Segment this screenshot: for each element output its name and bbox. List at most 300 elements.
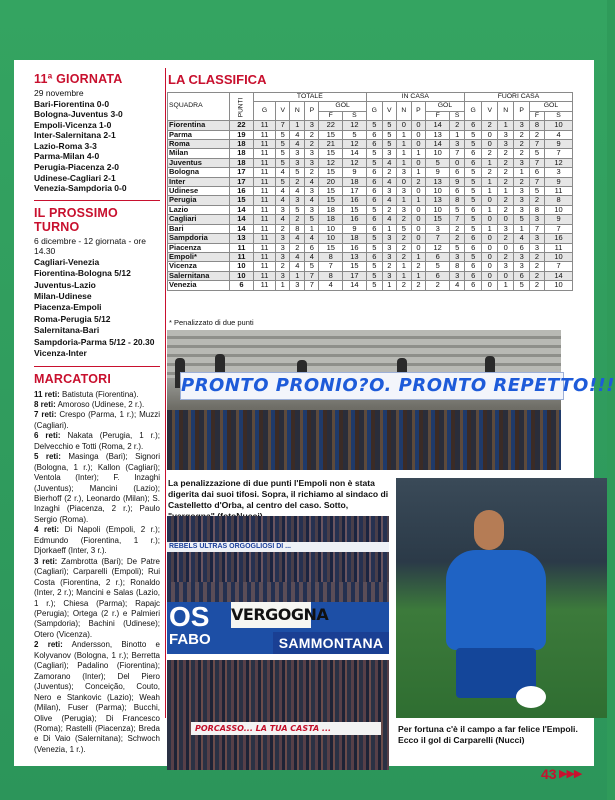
- table-cell: 9: [425, 168, 449, 177]
- table-cell: 3: [290, 158, 305, 167]
- table-cell: 17: [343, 271, 367, 280]
- table-cell: 11: [545, 187, 573, 196]
- table-row: [168, 121, 573, 130]
- table-cell: 4: [305, 177, 319, 186]
- header-f: F: [529, 111, 544, 120]
- table-cell: 3: [497, 140, 513, 149]
- team-name: Sampdoria: [168, 234, 230, 243]
- table-cell: 0: [411, 121, 425, 130]
- table-cell: 6: [464, 205, 482, 214]
- table-cell: 5: [464, 187, 482, 196]
- table-cell: 3: [276, 271, 290, 280]
- big-letters-banner: [167, 602, 231, 654]
- table-cell: 3: [382, 234, 396, 243]
- table-cell: 15: [343, 262, 367, 271]
- table-cell: 1: [290, 271, 305, 280]
- table-cell: 5: [514, 281, 529, 290]
- table-row: [168, 140, 573, 149]
- table-cell: 7: [529, 177, 544, 186]
- team-name: Salernitana: [168, 271, 230, 280]
- table-cell: 13: [425, 130, 449, 139]
- result-item: Empoli-Vicenza 1-0: [34, 119, 112, 130]
- table-cell: 4: [382, 196, 396, 205]
- arrows-icon: ▶▶▶: [559, 768, 582, 780]
- team-name: Lazio: [168, 205, 230, 214]
- table-cell: 3: [529, 243, 544, 252]
- table-cell: 5: [529, 149, 544, 158]
- table-cell: 18: [343, 234, 367, 243]
- table-cell: 3: [514, 252, 529, 261]
- result-item: Udinese-Cagliari 2-1: [34, 172, 116, 183]
- table-cell: 1: [497, 187, 513, 196]
- table-cell: 2: [497, 149, 513, 158]
- table-cell: 13: [425, 177, 449, 186]
- table-cell: 9: [343, 224, 367, 233]
- table-cell: 4: [305, 196, 319, 205]
- table-cell: 2: [425, 281, 449, 290]
- table-cell: 16: [545, 234, 573, 243]
- result-item: Bari-Fiorentina 0-0: [34, 98, 110, 109]
- table-cell: 11: [253, 234, 275, 243]
- table-cell: 5: [276, 149, 290, 158]
- table-cell: 2: [450, 121, 465, 130]
- team-points: 16: [230, 187, 254, 196]
- table-cell: 11: [253, 187, 275, 196]
- table-cell: 15: [425, 215, 449, 224]
- table-cell: 6: [464, 281, 482, 290]
- result-item: Perugia-Piacenza 2-0: [34, 162, 120, 173]
- table-cell: 5: [366, 262, 382, 271]
- table-cell: 3: [290, 196, 305, 205]
- table-cell: 0: [482, 234, 497, 243]
- table-cell: 1: [411, 252, 425, 261]
- table-cell: 3: [514, 158, 529, 167]
- table-cell: 5: [276, 130, 290, 139]
- scorer-goals: 2 reti:: [34, 640, 63, 650]
- marcatori-title: MARCATORI: [34, 371, 112, 386]
- table-row: [168, 215, 573, 224]
- table-cell: 4: [290, 130, 305, 139]
- header-punti: PUNTI: [230, 93, 254, 121]
- table-cell: 1: [382, 281, 396, 290]
- table-row: [168, 262, 573, 271]
- table-cell: 5: [382, 121, 396, 130]
- header-v: V: [276, 102, 290, 121]
- team-points: 14: [230, 224, 254, 233]
- scorer-names: Masinga (Bari); Signori (Bologna, 1 r.); Kallon (Cagliari); Ventola (Inter); F. Inzaghi (Juventus); Mancini (Lazio); Bierhoff (2 r.), Leonardo (Milan); S. Inzaghi (Piacenza, 2 r.); Paulo Sergio (Roma).: [34, 452, 160, 524]
- table-cell: 3: [276, 205, 290, 214]
- table-cell: 2: [290, 243, 305, 252]
- table-cell: 6: [464, 271, 482, 280]
- table-cell: 5: [305, 215, 319, 224]
- header-g: G: [464, 102, 482, 121]
- team-points: 13: [230, 234, 254, 243]
- table-cell: 15: [319, 196, 343, 205]
- table-cell: 8: [450, 196, 465, 205]
- table-cell: 0: [482, 262, 497, 271]
- table-cell: 2: [396, 234, 411, 243]
- table-row: [168, 187, 573, 196]
- table-cell: 2: [276, 262, 290, 271]
- header-s: S: [450, 111, 465, 120]
- fixture-item: Fiorentina-Bologna 5/12: [34, 268, 131, 279]
- header-g: G: [253, 102, 275, 121]
- header-gol: GOL: [425, 102, 464, 111]
- table-cell: 1: [396, 262, 411, 271]
- table-cell: 0: [411, 130, 425, 139]
- player-shirt: [446, 550, 546, 650]
- team-name: Vicenza: [168, 262, 230, 271]
- crowd-photo: [167, 660, 389, 770]
- table-cell: 3: [514, 187, 529, 196]
- table-cell: 18: [319, 205, 343, 214]
- table-cell: 11: [253, 224, 275, 233]
- crowd: [167, 410, 561, 470]
- team-points: 14: [230, 215, 254, 224]
- table-cell: 1: [497, 121, 513, 130]
- table-cell: 5: [276, 140, 290, 149]
- table-cell: 14: [343, 149, 367, 158]
- table-cell: 2: [290, 215, 305, 224]
- scorer-entry: [34, 400, 160, 410]
- table-cell: 2: [514, 177, 529, 186]
- table-cell: 0: [482, 140, 497, 149]
- table-cell: 12: [343, 158, 367, 167]
- scorer-entry: [34, 410, 160, 431]
- table-cell: 6: [464, 149, 482, 158]
- table-cell: 15: [319, 243, 343, 252]
- table-cell: 6: [514, 243, 529, 252]
- table-cell: 0: [497, 271, 513, 280]
- table-cell: 5: [450, 205, 465, 214]
- standings-body: [168, 121, 573, 290]
- table-row: [168, 281, 573, 290]
- team-name: Fiorentina: [168, 121, 230, 130]
- table-cell: 3: [396, 168, 411, 177]
- curva-vergogna-photo: [167, 516, 389, 654]
- table-cell: 2: [514, 149, 529, 158]
- header-n: N: [497, 102, 513, 121]
- table-cell: 18: [319, 215, 343, 224]
- fans-banner: PORCASSO... LA TUA CASTA ...: [191, 722, 381, 735]
- table-cell: 6: [366, 177, 382, 186]
- table-cell: 2: [529, 130, 544, 139]
- table-row: [168, 168, 573, 177]
- team-points: 15: [230, 196, 254, 205]
- section-divider: [34, 366, 160, 367]
- table-row: [168, 177, 573, 186]
- table-cell: 3: [396, 187, 411, 196]
- scorer-names: Amoroso (Udinese, 2 r.).: [55, 399, 145, 409]
- scorer-entry: [34, 525, 160, 556]
- giornata-date: 29 novembre: [34, 88, 84, 98]
- table-cell: 10: [425, 205, 449, 214]
- header-n: N: [396, 102, 411, 121]
- table-cell: 5: [366, 149, 382, 158]
- table-cell: 5: [529, 187, 544, 196]
- team-name: Juventus: [168, 158, 230, 167]
- table-cell: 7: [450, 149, 465, 158]
- table-cell: 4: [290, 234, 305, 243]
- table-cell: 14: [425, 121, 449, 130]
- result-item: Parma-Milan 4-0: [34, 151, 100, 162]
- table-cell: 0: [497, 215, 513, 224]
- table-cell: 16: [343, 215, 367, 224]
- page-number: 43: [541, 766, 557, 782]
- table-cell: 10: [319, 234, 343, 243]
- sponsor-banner: SAMMONTANA: [273, 632, 389, 654]
- team-points: 10: [230, 262, 254, 271]
- table-cell: 10: [425, 187, 449, 196]
- fabo-text: FABO: [169, 631, 211, 648]
- table-cell: 11: [253, 262, 275, 271]
- table-cell: 14: [545, 271, 573, 280]
- table-cell: 8: [545, 196, 573, 205]
- table-cell: 0: [482, 196, 497, 205]
- table-row: [168, 243, 573, 252]
- table-cell: 2: [482, 168, 497, 177]
- table-cell: 4: [276, 187, 290, 196]
- table-cell: 1: [396, 140, 411, 149]
- table-cell: 0: [411, 224, 425, 233]
- table-cell: 11: [253, 158, 275, 167]
- table-cell: 5: [276, 158, 290, 167]
- scorer-goals: 7 reti:: [34, 410, 57, 420]
- table-cell: 3: [450, 252, 465, 261]
- table-cell: 11: [253, 168, 275, 177]
- scorer-goals: 11 reti:: [34, 389, 60, 399]
- table-cell: 11: [253, 215, 275, 224]
- table-cell: 1: [482, 224, 497, 233]
- table-cell: 2: [305, 130, 319, 139]
- table-cell: 0: [450, 158, 465, 167]
- scorer-names: Zambrotta (Bari); De Patre (Cagliari); Carparelli (Empoli); Rui Costa (Fiorentina, 2 r.); Ronaldo (Inter, 2 r.); Mancini e Salas (Lazio, 1 r.); Chiesa (Parma); Rapajc (Perugia); Ortega (2 r.) e Palmieri (Sampdoria); Bachini (Udinese); Otero (Vicenza).: [34, 556, 160, 639]
- table-cell: 2: [482, 149, 497, 158]
- table-cell: 4: [290, 140, 305, 149]
- table-cell: 4: [382, 177, 396, 186]
- header-gol: GOL: [529, 102, 572, 111]
- table-cell: 1: [396, 149, 411, 158]
- table-cell: 16: [343, 243, 367, 252]
- table-cell: 3: [497, 130, 513, 139]
- table-cell: 15: [319, 187, 343, 196]
- table-cell: 6: [366, 224, 382, 233]
- fixture-item: Piacenza-Empoli: [34, 302, 102, 313]
- team-name: Venezia: [168, 281, 230, 290]
- table-cell: 1: [482, 158, 497, 167]
- fixture-item: Milan-Udinese: [34, 291, 92, 302]
- fixture-item: Roma-Perugia 5/12: [34, 313, 111, 324]
- table-cell: 5: [450, 243, 465, 252]
- table-cell: 2: [305, 140, 319, 149]
- table-cell: 3: [382, 243, 396, 252]
- table-cell: 3: [305, 121, 319, 130]
- header-f: F: [425, 111, 449, 120]
- table-cell: 7: [545, 149, 573, 158]
- table-cell: 2: [396, 281, 411, 290]
- table-cell: 2: [529, 281, 544, 290]
- table-cell: 2: [497, 168, 513, 177]
- header-p: P: [411, 102, 425, 121]
- table-cell: 0: [482, 281, 497, 290]
- table-cell: 3: [276, 234, 290, 243]
- table-cell: 4: [514, 234, 529, 243]
- team-name: Udinese: [168, 187, 230, 196]
- table-cell: 8: [450, 262, 465, 271]
- table-cell: 0: [411, 243, 425, 252]
- table-cell: 10: [319, 224, 343, 233]
- header-p: P: [514, 102, 529, 121]
- classifica-title: LA CLASSIFICA: [168, 72, 267, 87]
- table-cell: 3: [290, 149, 305, 158]
- header-p: P: [305, 102, 319, 121]
- table-cell: 6: [366, 140, 382, 149]
- table-cell: 11: [253, 205, 275, 214]
- table-row: [168, 234, 573, 243]
- table-cell: 5: [464, 196, 482, 205]
- table-cell: 6: [464, 262, 482, 271]
- crowd: [167, 582, 389, 602]
- table-cell: 2: [411, 262, 425, 271]
- table-cell: 13: [343, 252, 367, 261]
- table-cell: 2: [396, 215, 411, 224]
- table-cell: 2: [382, 205, 396, 214]
- table-cell: 1: [396, 158, 411, 167]
- photo-caption-right: Per fortuna c'è il campo a far felice l'Empoli. Ecco il gol di Carparelli (Nucci): [398, 724, 578, 745]
- header-totale: TOTALE: [253, 93, 366, 102]
- header-f: F: [319, 111, 343, 120]
- team-name: Perugia: [168, 196, 230, 205]
- table-cell: 17: [343, 187, 367, 196]
- rebels-banner: REBELS ULTRAS ORGOGLIOSI DI ...: [167, 542, 389, 552]
- scorer-entry: [34, 452, 160, 525]
- table-cell: 5: [366, 158, 382, 167]
- table-cell: 7: [545, 262, 573, 271]
- table-cell: 1: [305, 224, 319, 233]
- team-points: 14: [230, 205, 254, 214]
- table-cell: 7: [425, 234, 449, 243]
- team-points: 11: [230, 252, 254, 261]
- table-cell: 11: [253, 177, 275, 186]
- team-points: 6: [230, 281, 254, 290]
- table-cell: 11: [253, 121, 275, 130]
- scorer-entry: [34, 431, 160, 452]
- scorer-entry: [34, 390, 160, 400]
- table-cell: 10: [545, 205, 573, 214]
- scorer-goals: 4 reti:: [34, 525, 60, 535]
- table-cell: 5: [366, 121, 382, 130]
- team-name: Bari: [168, 224, 230, 233]
- table-cell: 2: [529, 196, 544, 205]
- table-cell: 6: [529, 168, 544, 177]
- table-cell: 0: [411, 234, 425, 243]
- table-cell: 3: [497, 262, 513, 271]
- team-name: Piacenza: [168, 243, 230, 252]
- table-cell: 6: [450, 168, 465, 177]
- table-cell: 4: [305, 234, 319, 243]
- table-cell: 8: [319, 271, 343, 280]
- table-cell: 9: [545, 140, 573, 149]
- table-cell: 1: [276, 281, 290, 290]
- table-cell: 2: [497, 252, 513, 261]
- table-row: [168, 252, 573, 261]
- photo-caption-left: La penalizzazione di due punti l'Empoli non è stata digerita dai suoi tifosi. Sopra, il richiamo al sindaco di Castelletto d'Orba, al centro del caso. Sotto,: [168, 478, 389, 510]
- header-s: S: [545, 111, 573, 120]
- result-item: Inter-Salernitana 2-1: [34, 130, 116, 141]
- table-cell: 8: [529, 205, 544, 214]
- fans-banner: PRONTO PRONIO?O. PRONTO REPETTO!!!: [180, 372, 564, 400]
- table-cell: 4: [382, 158, 396, 167]
- table-cell: 3: [305, 158, 319, 167]
- table-cell: 5: [290, 205, 305, 214]
- table-cell: 6: [366, 187, 382, 196]
- prossimo-turno-title: IL PROSSIMO TURNO: [34, 205, 118, 234]
- table-cell: 3: [545, 168, 573, 177]
- table-cell: 2: [497, 196, 513, 205]
- scorer-entry: [34, 640, 160, 755]
- standings-table: [167, 92, 573, 291]
- table-cell: 7: [319, 262, 343, 271]
- table-cell: 1: [482, 187, 497, 196]
- table-cell: 2: [450, 224, 465, 233]
- table-cell: 1: [411, 168, 425, 177]
- table-cell: 6: [305, 243, 319, 252]
- result-item: Lazio-Roma 3-3: [34, 140, 97, 151]
- table-cell: 5: [464, 140, 482, 149]
- team-name: Roma: [168, 140, 230, 149]
- section-divider: [34, 200, 160, 201]
- table-cell: 4: [450, 281, 465, 290]
- table-cell: 21: [319, 140, 343, 149]
- table-cell: 5: [464, 130, 482, 139]
- table-cell: 3: [529, 234, 544, 243]
- table-cell: 3: [382, 271, 396, 280]
- table-row: [168, 271, 573, 280]
- scorer-names: Batistuta (Fiorentina).: [59, 389, 139, 399]
- prossimo-turno-subtitle: 6 dicembre - 12 giornata - ore 14.30: [34, 235, 146, 257]
- table-cell: 5: [464, 224, 482, 233]
- scorer-goals: 6 reti:: [34, 431, 61, 441]
- table-cell: 0: [482, 252, 497, 261]
- table-row: [168, 158, 573, 167]
- table-row: [168, 130, 573, 139]
- table-cell: 6: [514, 271, 529, 280]
- header-v: V: [382, 102, 396, 121]
- table-cell: 4: [276, 168, 290, 177]
- team-points: 11: [230, 243, 254, 252]
- table-cell: 11: [253, 281, 275, 290]
- table-cell: 3: [382, 187, 396, 196]
- table-cell: 3: [450, 271, 465, 280]
- team-points: 17: [230, 168, 254, 177]
- table-cell: 4: [276, 196, 290, 205]
- table-cell: 2: [482, 121, 497, 130]
- stadium-stands: [167, 330, 561, 378]
- table-cell: 0: [482, 271, 497, 280]
- table-cell: 2: [382, 168, 396, 177]
- table-cell: 2: [497, 205, 513, 214]
- table-cell: 5: [382, 130, 396, 139]
- table-cell: 1: [482, 177, 497, 186]
- table-cell: 2: [305, 168, 319, 177]
- table-cell: 2: [290, 177, 305, 186]
- table-cell: 2: [497, 234, 513, 243]
- table-cell: 1: [411, 196, 425, 205]
- table-cell: 4: [305, 252, 319, 261]
- table-cell: 12: [545, 158, 573, 167]
- table-cell: 5: [464, 252, 482, 261]
- table-cell: 5: [366, 281, 382, 290]
